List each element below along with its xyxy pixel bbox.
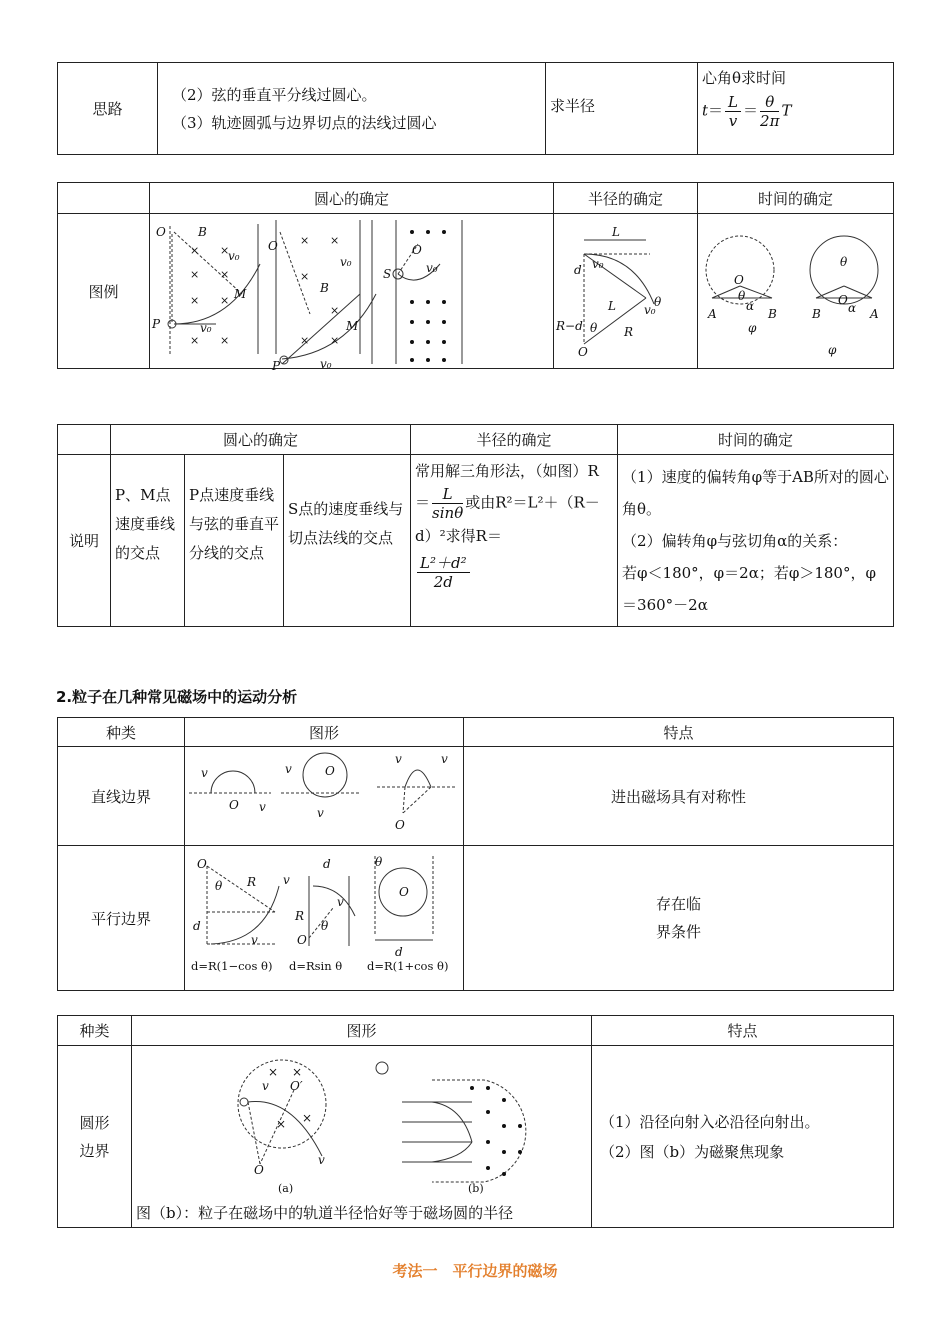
svg-text:×: × [292,1065,303,1079]
svg-text:v: v [337,895,344,909]
row-label-explanation: 说明 [58,455,111,627]
motion-analysis-table [57,717,894,991]
svg-text:θ: θ [654,295,662,309]
svg-text:d: d [574,263,582,277]
svg-text:×: × [268,1065,279,1079]
svg-text:O: O [838,293,848,307]
circular-boundary-figure [132,1046,592,1228]
header-feature-2: 特点 [592,1016,894,1046]
explanation-table [57,424,894,627]
svg-text:α: α [746,299,755,313]
svg-text:×: × [190,334,200,347]
time-title: 心角θ求时间 [702,69,787,87]
center-figures [150,214,554,373]
svg-text:L: L [612,225,620,239]
svg-text:v: v [441,752,448,766]
svg-text:P: P [272,359,281,373]
svg-text:θ: θ [375,855,383,869]
svg-text:O: O [297,933,307,947]
svg-text:×: × [190,294,200,307]
svg-text:O: O [395,818,405,832]
radius-desc: 常用解三角形法，（如图）R＝ $\frac{L}{\sin\theta}$ 或由R²＝L²＋（R－d）²求得R＝ $\frac{\text{L²＋d²}}{2d}$ [411,455,618,627]
svg-text:O: O [268,239,278,253]
header-center-2: 圆心的确定 [111,425,411,455]
kind-straight-boundary: 直线边界 [58,747,185,846]
svg-text:R: R [624,325,634,339]
circular-boundary-diagram [132,1046,590,1196]
straight-boundary-diagram [185,747,462,841]
svg-text:S: S [383,267,392,281]
parallel-boundary-diagram [185,846,462,986]
svg-text:v₀: v₀ [644,303,656,317]
header-figure: 图形 [185,718,464,747]
figure-note: 图（b）：粒子在磁场中的轨道半径恰好等于磁场圆的半径 [136,1204,514,1222]
time-formula: t＝ $\frac{L}{v}$ ＝ $\frac{\theta}{2\pi}$ T [702,93,792,130]
svg-text:×: × [220,334,230,347]
svg-text:×: × [220,294,230,307]
svg-text:α: α [848,301,857,315]
svg-text:R: R [247,875,257,889]
svg-text:O: O [578,345,588,359]
svg-text:M: M [234,287,247,301]
svg-text:O: O [325,764,335,778]
svg-text:v: v [251,933,258,947]
radius-determination-diagram [554,214,696,364]
header-kind: 种类 [58,718,185,747]
svg-text:O′: O′ [290,1079,303,1093]
svg-text:O: O [197,857,207,871]
svg-text:×: × [190,244,200,257]
svg-text:B: B [812,307,821,321]
formula-parallel-1: d=R(1−cos θ) [191,959,273,973]
thinking-table [57,62,894,155]
section-title-method-1: 考法一 平行边界的磁场 [392,1262,558,1280]
kind-parallel-boundary: 平行边界 [58,846,185,991]
header-center: 圆心的确定 [150,183,554,214]
svg-text:B: B [198,225,207,239]
svg-text:O: O [156,225,166,239]
svg-text:A: A [708,307,717,321]
center-desc-1: P、M点速度垂线的交点 [111,455,185,627]
time-determination-diagram [698,214,892,364]
svg-text:×: × [300,334,310,347]
svg-text:θ: θ [215,879,223,893]
svg-text:O: O [399,885,409,899]
svg-text:θ: θ [590,321,598,335]
svg-text:P: P [152,317,161,331]
svg-text:O: O [412,243,422,257]
header-radius-2: 半径的确定 [411,425,618,455]
formula-parallel-3: d=R(1+cos θ) [367,959,449,973]
header-kind-2: 种类 [58,1016,132,1046]
svg-text:×: × [300,270,310,283]
svg-text:O: O [254,1163,264,1177]
svg-text:d: d [395,945,403,959]
caption-b: (b) [468,1182,484,1195]
section-2-title: 2.粒子在几种常见磁场中的运动分析 [56,688,298,706]
svg-text:v₀: v₀ [200,321,212,335]
circular-boundary-table [57,1015,894,1228]
center-desc-2: P点速度垂线与弦的垂直平分线的交点 [185,455,284,627]
time-figures [698,214,894,369]
svg-text:v₀: v₀ [426,261,438,275]
svg-text:×: × [330,234,340,247]
svg-text:×: × [330,334,340,347]
radius-figure [554,214,698,369]
svg-text:d: d [193,919,201,933]
svg-text:×: × [300,234,310,247]
svg-text:v: v [285,762,292,776]
svg-text:M: M [346,319,359,333]
row-label-legend: 图例 [58,214,150,369]
svg-text:L: L [608,299,616,313]
header-feature: 特点 [464,718,894,747]
svg-text:v: v [318,1153,325,1167]
svg-text:O: O [734,273,744,287]
step-2: （2）弦的垂直平分线过圆心。 [172,85,377,104]
svg-text:O: O [229,798,239,812]
row-label-thinking: 思路 [58,63,158,155]
svg-text:B: B [320,281,329,295]
thinking-steps [158,63,546,155]
svg-text:v₀: v₀ [228,249,240,263]
formula-parallel-2: d=Rsin θ [289,959,343,973]
svg-text:θ: θ [738,289,746,303]
svg-text:×: × [190,268,200,281]
header-figure-2: 图形 [132,1016,592,1046]
svg-text:B: B [768,307,777,321]
svg-text:v: v [259,800,266,814]
caption-a: (a) [278,1182,294,1195]
header-radius: 半径的确定 [554,183,698,214]
parallel-boundary-figure [185,846,464,991]
feature-critical-condition: 存在临 界条件 [464,846,894,991]
header-time-2: 时间的确定 [618,425,894,455]
find-radius: 求半径 [546,63,698,155]
circular-features: （1）沿径向射入必沿径向射出。 （2）图（b）为磁聚焦现象 [592,1046,894,1228]
svg-text:R−d: R−d [556,319,583,333]
kind-circular-boundary: 圆形 边界 [58,1046,132,1228]
svg-text:v: v [283,873,290,887]
center-desc-3: S点的速度垂线与切点法线的交点 [284,455,411,627]
straight-boundary-figure [185,747,464,846]
svg-text:v: v [317,806,324,820]
center-determination-diagram [150,214,552,373]
svg-text:v₀: v₀ [340,255,352,269]
svg-text:×: × [220,244,230,257]
svg-text:v₀: v₀ [320,357,332,371]
svg-text:R: R [295,909,305,923]
svg-text:A: A [870,307,879,321]
time-cell [698,63,894,155]
svg-text:θ: θ [321,919,329,933]
svg-text:×: × [302,1111,313,1125]
header-time: 时间的确定 [698,183,894,214]
svg-text:×: × [330,304,340,317]
svg-text:v: v [262,1079,269,1093]
svg-text:d: d [323,857,331,871]
svg-text:v: v [201,766,208,780]
svg-text:φ: φ [828,343,837,357]
step-3: （3）轨迹圆弧与边界切点的法线过圆心 [172,113,437,132]
time-desc: （1）速度的偏转角φ等于AB所对的圆心角θ。 （2）偏转角φ与弦切角α的关系： 若φ＜180°，φ＝2α；若φ＞180°，φ＝360°－2α [618,455,894,627]
legend-table [57,182,894,373]
svg-text:v₀: v₀ [592,257,604,271]
feature-symmetry: 进出磁场具有对称性 [464,747,894,846]
svg-text:×: × [276,1117,287,1131]
svg-text:φ: φ [748,321,757,335]
svg-text:v: v [395,752,402,766]
svg-text:θ: θ [840,255,848,269]
svg-text:×: × [220,268,230,281]
